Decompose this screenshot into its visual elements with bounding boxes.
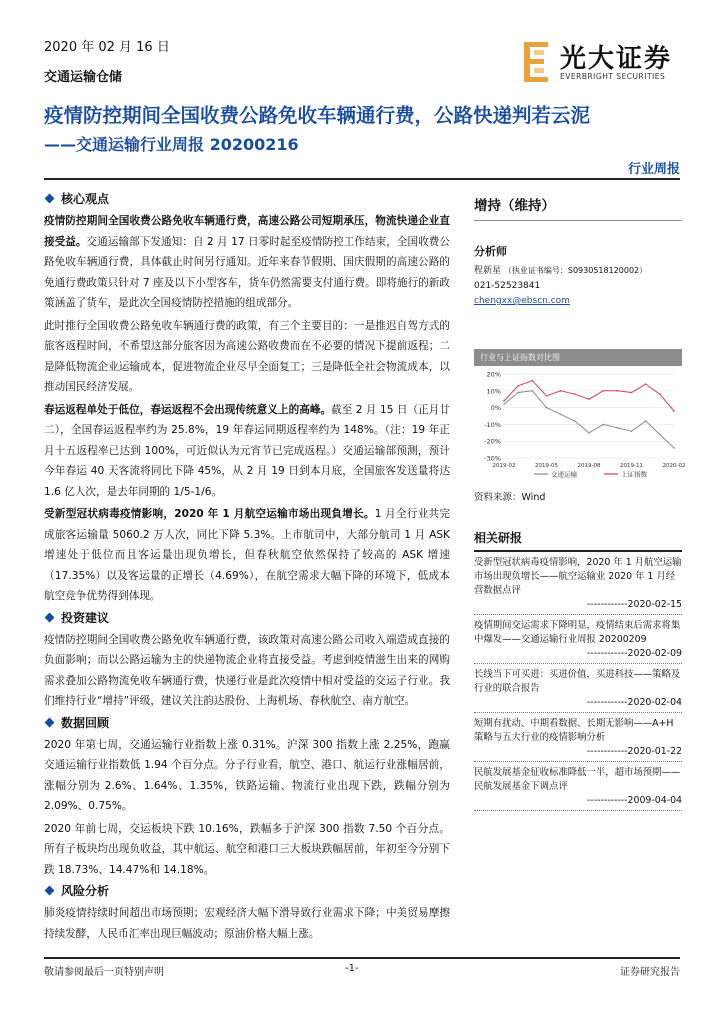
logo-en-text: EVERBRIGHT SECURITIES [560,72,666,81]
related-report-item[interactable] [474,762,682,811]
y-tick-label: -20% [484,437,501,446]
analyst-heading: 分析师 [474,245,507,258]
sidebar [474,188,686,811]
diamond-bullet-icon [45,612,55,622]
rating-label: 增持（维持） [474,198,555,214]
section-heading-risk [44,882,450,899]
related-report-date: ------------2020-02-15 [586,599,682,610]
data-point [574,420,576,422]
chart-source: 资料来源：Wind [474,492,546,503]
paragraph: 肺炎疫情持续时间超出市场预期；宏观经济大幅下滑导致行业需求下降；中美贸易摩擦持续发酵，人民币汇率出现巨幅波动；原油价格大幅上涨。 [44,907,450,940]
paragraph: 2020 年第七周，交通运输行业指数上涨 0.31%。沪深 300 指数上涨 2.25%，跑赢交通运输行业指数低 1.94 个百分点。分子行业看，航空、港口、航运行业涨幅居前，涨幅分别为 2.6%、1.64%、1.35%，铁路运输、物流行业出现下跌，跌幅分别为 2.09%、0.75%。 [44,738,450,812]
data-point [532,380,534,382]
series-line-index [504,381,674,411]
paragraph [44,504,450,607]
data-point [645,383,647,385]
footer-report-type: 证券研究报告 [620,967,680,978]
related-report-date: ------------2020-01-22 [586,746,682,757]
section-heading-text: 投资建议 [61,610,110,625]
data-point [560,390,562,392]
related-report-title[interactable]: 民航发展基金征收标准降低一半，超市场预期——民航发展基金下调点评 [474,767,681,792]
related-report-title[interactable]: 长线当下可买进：买进价值，买进科技——策略及行业的联合报告 [474,669,681,694]
y-tick-label: 0% [490,404,501,413]
related-report-date: ------------2009-04-04 [586,795,682,806]
analyst-phone: 021-52523841 [474,281,541,291]
related-report-item[interactable] [474,713,682,762]
data-point [617,427,619,429]
y-tick-label: 10% [486,387,501,396]
paragraph: 2020 年前七周，交运板块下跌 10.16%，跌幅多于沪深 300 指数 7.50 个百分点。所有子板块均出现负收益，其中航运、航空和港口三大板块跌幅居前，年初至今分别下跌 18.73%、14.47%和 14.18%。 [44,822,450,876]
related-report-date: ------------2020-02-09 [586,648,682,659]
report-title: 疫情防控期间全国收费公路免收车辆通行费，公路快递判若云泥 [44,104,591,127]
analyst-info [474,263,682,279]
report-date: 2020 年 02 月 16 日 [44,40,170,55]
footer-divider [44,957,680,959]
y-tick-label: -10% [484,420,501,429]
section-heading-text: 风险分析 [61,884,110,898]
brand-logo [520,40,690,86]
data-point [546,395,548,397]
related-list [474,552,682,811]
data-point [617,390,619,392]
section-heading-text: 数据回顾 [61,715,110,730]
legend-label: 交通运输 [551,470,577,479]
related-report-title[interactable]: 疫情期间交运需求下降明显，疫情结束后需求将集中爆发——交通运输行业周报 20200209 [474,620,681,645]
data-point [503,400,505,402]
sidebar-divider [474,220,682,221]
data-point [602,424,604,426]
data-point [517,385,519,387]
data-point [517,392,519,394]
x-tick-label: 2019-05 [535,463,558,469]
data-point [560,414,562,416]
paragraph: 疫情防控期间全国收费公路免收车辆通行费，该政策对高速公路公司收入端造成直接的负面影响；而以公路运输为主的快递物流企业将直接受益。考虑到疫情滋生出来的网购需求叠加公路物流免收车辆通行费，快递行业是此次疫情中相对受益的交运子行业。我们维持行业“增持”评级，建议关注韵达股份、上海机场、春秋航空、南方航空。 [44,633,450,707]
section-heading-text: 核心观点 [61,192,110,206]
section-heading-review [44,714,450,731]
report-subtitle: ——交通运输行业周报 20200216 [44,135,299,154]
analyst-email-link[interactable]: chengxx@ebscn.com [474,296,570,306]
data-point [673,447,675,449]
section-heading-invest [44,609,450,626]
diamond-bullet-icon [45,886,55,896]
x-tick-label: 2019-08 [577,463,601,469]
x-tick-label: 2019-02 [492,463,516,469]
header-divider [44,178,680,180]
data-point [659,434,661,436]
section-heading-core [44,190,450,207]
footer-disclaimer: 敬请参阅最后一页特别声明 [44,967,164,978]
doc-type-label: 行业周报 [627,162,680,177]
related-report-title[interactable]: 短期有扰动、中期看数据、长期无影响——A+H 策略与五大行业的疫情影响分析 [474,718,674,743]
related-report-date: ------------2020-02-04 [586,697,682,708]
data-point [574,393,576,395]
logo-cn-text: 光大证券 [560,44,673,74]
logo-mark-icon [520,40,552,84]
data-point [602,390,604,392]
diamond-bullet-icon [45,717,55,727]
data-point [659,393,661,395]
paragraph [44,400,450,503]
chart-title: 行业与上证指数对比图 [474,349,682,366]
main-column [44,188,450,946]
related-heading: 相关研报 [474,529,682,552]
x-tick-label: 2020-02 [662,463,686,469]
para-body: 交通运输部下发通知：自 2 月 17 日零时起至疫情防控工作结束，全国收费公路免收车辆通行费，具体截止时间另行通知。近年来春节假期、国庆假期的高速公路的免通行费政策只针对 7 座及以下小型客车，货车仍然需要支付通行费。即将施行的新政策涵盖了货车，是此次全国疫情防控措施的组成部分。 [44,235,451,309]
sector-label: 交通运输仓储 [44,70,123,85]
data-point [631,430,633,432]
line-chart [474,366,686,482]
y-tick-label: 20% [486,370,501,379]
data-point [503,403,505,405]
para-lead: 疫情防控期间全国收费公路免收车辆通行费，高速公路公司短期承压，物流快递企业直接受益。 [44,215,450,248]
page-number: -1- [345,963,359,974]
para-body: 1 月全行业共完成旅客运输量 5060.2 万人次，同比下降 5.3%。上市航司中，大部分航司 1 月 ASK 增速处于低位而且客运量出现负增长，但春秋航空依然保持了较高的 ASK 增速（17.35%）以及客运量的正增长（4.69%），在航空需求大幅下降的环境下，低成本航空竞争优势得到体现。 [44,508,451,602]
data-point [588,398,590,400]
y-tick-label: -30% [484,454,501,463]
diamond-bullet-icon [45,194,55,204]
analyst-name: 程新星 [474,266,502,276]
para-lead: 受新型冠状病毒疫情影响，2020 年 1 月航空运输市场出现負增长。 [44,508,375,520]
data-point [673,410,675,412]
data-point [645,420,647,422]
data-point [546,407,548,409]
para-lead: 春运返程单处于低位，春运返程不会出现传统意义上的高峰。 [44,403,332,416]
data-point [588,432,590,434]
paragraph [44,211,450,314]
related-report-item[interactable] [474,552,682,615]
para-body: 截至 2 月 15 日（正月廿二），全国春运返程率约为 25.8%，19 年春运同期返程率约为 148%。（注：19 年正月十五返程率已达到 100%，可近似认为元宵节已完成返程。）交通运输部预测，预计今年春运 40 天客流将同比下降 45%，从 2 月 19 日到本月底，全国旅客发送量将达 1.6 亿人次，是去年同期的 1/5-1/6。 [44,403,450,498]
data-point [631,392,633,394]
related-report-title[interactable]: 受新型冠状病毒疫情影响，2020 年 1 月航空运输市场出现负增长——航空运输业 2020 年 1 月经营数据点评 [474,557,682,596]
analyst-cert: （执业证书编号：S0930518120002） [503,266,648,275]
related-report-item[interactable] [474,615,682,664]
x-tick-label: 2019-11 [620,463,643,469]
data-point [532,390,534,392]
legend-label: 上证指数 [621,470,647,479]
paragraph: 此时推行全国收费公路免收车辆通行费的政策，有三个主要目的：一是推迟自驾方式的旅客返程时间，不希望这部分旅客因为高速公路收费而在不必要的情况下提前返程；二是降低物流企业运输成本，促进物流企业尽早全面复工；三是降低全社会物流成本，以推动国民经济发展。 [44,319,450,393]
chart-panel [474,349,686,483]
related-report-item[interactable] [474,664,682,713]
